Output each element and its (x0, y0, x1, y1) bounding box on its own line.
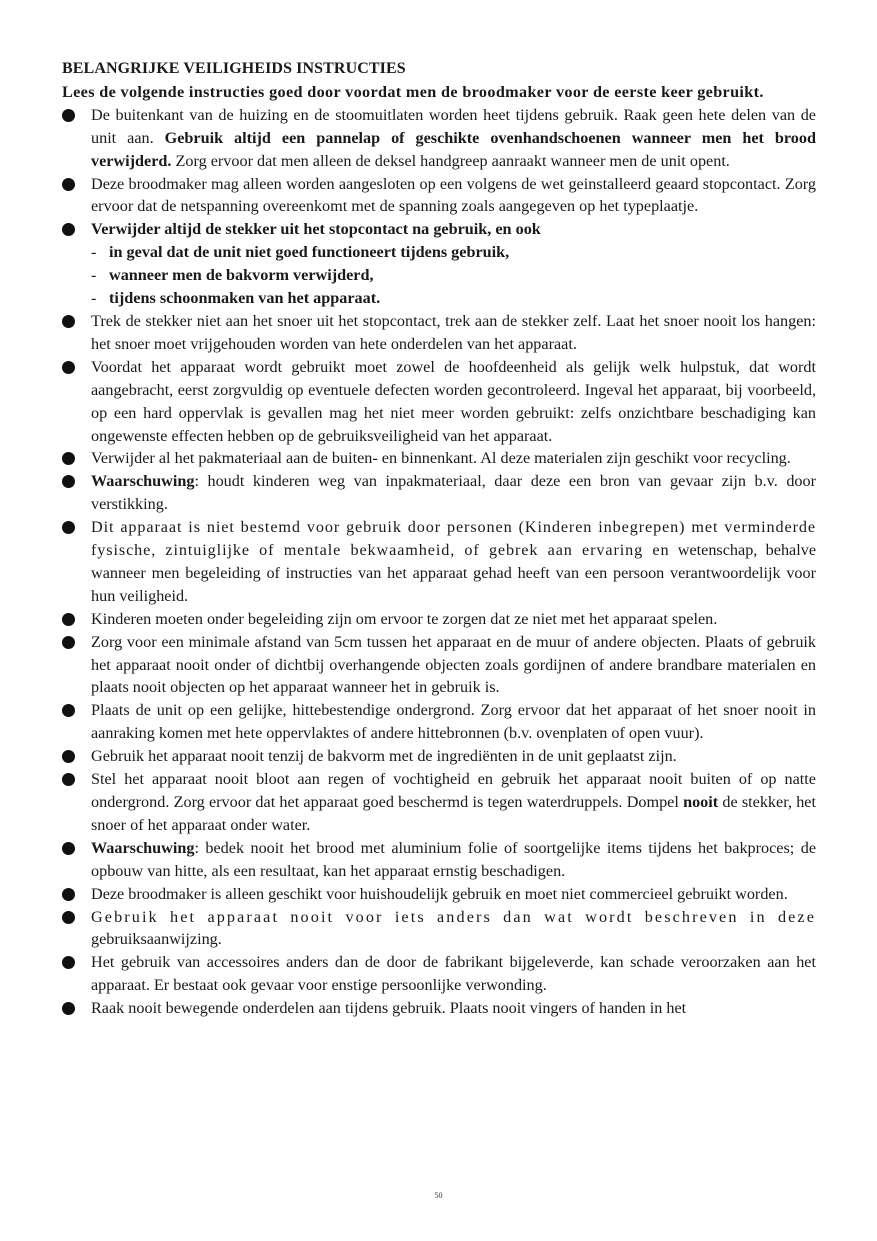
bullet-icon (62, 911, 75, 924)
list-item: Verwijder altijd de stekker uit het stopcontact na gebruik, en ook - in geval dat de unit niet goed functioneert tijdens gebruik, - wanneer men de bakvorm verwijderd, - tijdens schoonmaken van het apparaat. (62, 218, 816, 310)
list-item: Stel het apparaat nooit bloot aan regen of vochtigheid en gebruik het apparaat nooit buiten of op natte ondergrond. Zorg ervoor dat het apparaat goed beschermd is tegen waterdruppels. Dompel nooit de stekker, het snoer of het apparaat onder water. (62, 768, 816, 837)
sub-item: - in geval dat de unit niet goed functioneert tijdens gebruik, (91, 243, 510, 262)
list-item: Deze broodmaker is alleen geschikt voor huishoudelijk gebruik en moet niet commercieel gebruikt worden. (62, 883, 816, 906)
list-item: De buitenkant van de huizing en de stoomuitlaten worden heet tijdens gebruik. Raak geen hete delen van de unit aan. Gebruik altijd een pannelap of geschikte ovenhandschoenen wanneer men het brood verwijderd. Zorg ervoor dat men alleen de deksel handgreep aanraakt wanneer men de unit opent. (62, 104, 816, 173)
list-item: Gebruik het apparaat nooit tenzij de bakvorm met de ingrediënten in de unit geplaatst zijn. (62, 745, 816, 768)
section-title: BELANGRIJKE VEILIGHEIDS INSTRUCTIES (62, 60, 406, 77)
bullet-icon (62, 704, 75, 717)
bullet-icon (62, 956, 75, 969)
bullet-icon (62, 613, 75, 626)
bullet-icon (62, 636, 75, 649)
list-item: Waarschuwing: bedek nooit het brood met aluminium folie of soortgelijke items tijdens het bakproces; de opbouw van hitte, als een resultaat, kan het apparaat ernstig beschadigen. (62, 837, 816, 883)
bullet-icon (62, 361, 75, 374)
list-item: Trek de stekker niet aan het snoer uit het stopcontact, trek aan de stekker zelf. Laat het snoer nooit los hangen: het snoer moet vrijgehouden worden van hete onderdelen van het apparaat. (62, 310, 816, 356)
list-item: Kinderen moeten onder begeleiding zijn om ervoor te zorgen dat ze niet met het apparaat spelen. (62, 608, 816, 631)
bullet-icon (62, 521, 75, 534)
bullet-icon (62, 773, 75, 786)
list-item: Voordat het apparaat wordt gebruikt moet zowel de hoofdeenheid als gelijk welk hulpstuk, dat wordt aangebracht, eerst zorgvuldig op eventuele defecten worden gecontroleerd. Ingeval het apparaat, bij voorbeeld, op een hard oppervlak is gevallen mag het niet meer worden gebruikt: zelfs onzichtbare beschadiging kan ongewenste effecten hebben op de gebruiksveiligheid van het apparaat. (62, 356, 816, 448)
list-item: Deze broodmaker mag alleen worden aangesloten op een volgens de wet geinstalleerd geaard stopcontact. Zorg ervoor dat de netspanning overeenkomt met de spanning zoals aangegeven op het typeplaatje. (62, 173, 816, 219)
list-item: Verwijder al het pakmateriaal aan de buiten- en binnenkant. Al deze materialen zijn geschikt voor recycling. (62, 447, 816, 470)
bullet-icon (62, 750, 75, 763)
bullet-icon (62, 178, 75, 191)
intro-text: Lees de volgende instructies goed door voordat men de broodmaker voor de eerste keer gebruikt. (62, 82, 764, 101)
bullet-icon (62, 475, 75, 488)
bullet-icon (62, 888, 75, 901)
bullet-icon (62, 1002, 75, 1015)
sub-item: - tijdens schoonmaken van het apparaat. (91, 289, 381, 308)
sub-item: - wanneer men de bakvorm verwijderd, (91, 266, 374, 285)
list-item: Gebruik het apparaat nooit voor iets anders dan wat wordt beschreven in deze gebruiksaanwijzing. (62, 906, 816, 952)
list-item: Het gebruik van accessoires anders dan de door de fabrikant bijgeleverde, kan schade veroorzaken aan het apparaat. Er bestaat ook gevaar voor enstige persoonlijke verwonding. (62, 951, 816, 997)
bullet-icon (62, 223, 75, 236)
list-item: Zorg voor een minimale afstand van 5cm tussen het apparaat en de muur of andere objecten. Plaats of gebruik het apparaat nooit onder of dichtbij overhangende objecten zoals gordijnen of andere brandbare materialen en plaats nooit objecten op het apparaat wanneer het in gebruik is. (62, 631, 816, 700)
bullet-icon (62, 842, 75, 855)
page-number: 50 (434, 1191, 443, 1200)
safety-list (62, 104, 816, 1020)
list-item: Raak nooit bewegende onderdelen aan tijdens gebruik. Plaats nooit vingers of handen in het (62, 997, 816, 1020)
bullet-icon (62, 109, 75, 122)
bullet-icon (62, 315, 75, 328)
list-item: Plaats de unit op een gelijke, hittebestendige ondergrond. Zorg ervoor dat het apparaat of het snoer nooit in aanraking komen met hete oppervlaktes of andere hittebronnen (b.v. ovenplaten of open vuur). (62, 699, 816, 745)
list-item: Dit apparaat is niet bestemd voor gebruik door personen (Kinderen inbegrepen) met verminderde fysische, zintuiglijke of mentale bekwaamheid, of gebrek aan ervaring en wetenschap, behalve wanneer men begeleiding of instructies van het apparaat gehad heeft van een persoon verantwoordelijk voor hun veiligheid. (62, 516, 816, 608)
document-body (62, 58, 816, 1020)
bullet-icon (62, 452, 75, 465)
list-item: Waarschuwing: houdt kinderen weg van inpakmateriaal, daar deze een bron van gevaar zijn b.v. door verstikking. (62, 470, 816, 516)
